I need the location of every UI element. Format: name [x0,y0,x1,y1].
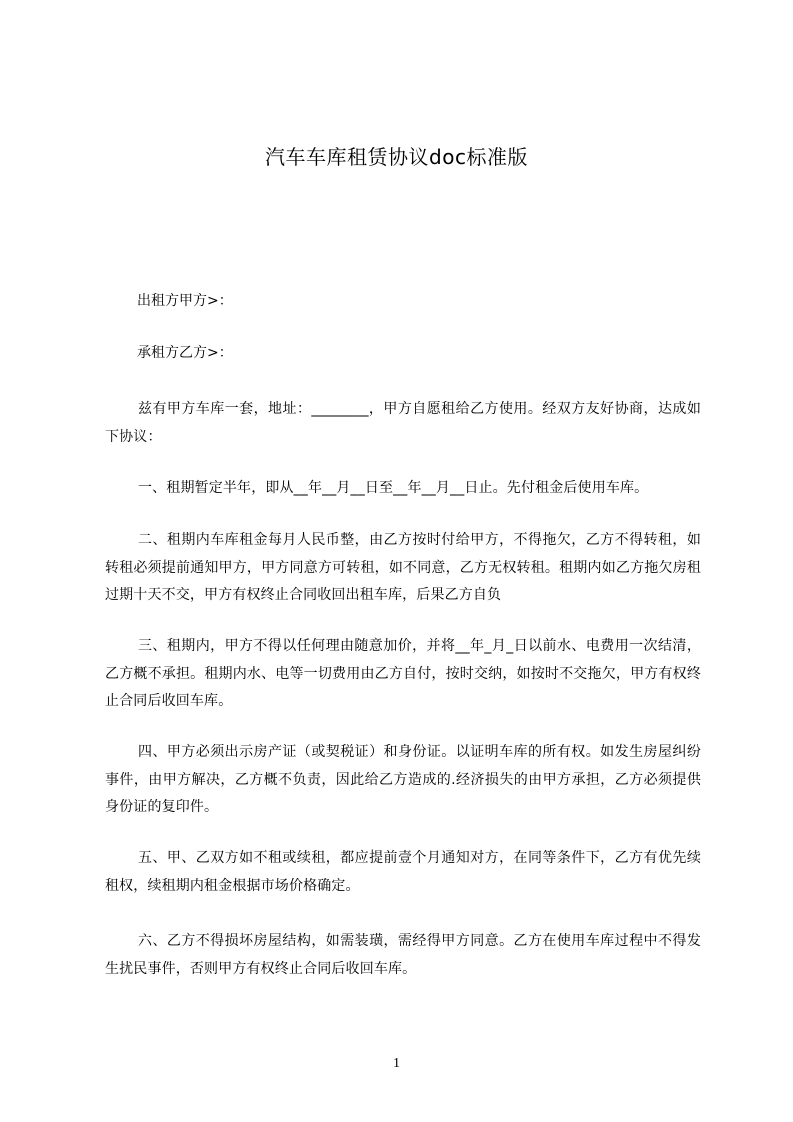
clause-2: 二、租期内车库租金每月人民币整，由乙方按时付给甲方，不得拖欠，乙方不得转租，如转租必须提前通知甲方，甲方同意方可转租，如不同意，乙方无权转租。租期内如乙方拖欠房租过期十天不交，甲方有权终止合同收回出租车库，后果乙方自负 [105,532,701,603]
clause-3: 三、租期内，甲方不得以任何理由随意加价，并将__年_月_日以前水、电费用一次结清，乙方概不承担。租期内水、电等一切费用由乙方自付，按时交纳，如按时不交拖欠，甲方有权终止合同后收回车库。 [105,638,701,709]
lessee-label: 承租方乙方>： [137,345,233,361]
clause-4: 四、甲方必须出示房产证（或契税证）和身份证。以证明车库的所有权。如发生房屋纠纷事件，由甲方解决，乙方概不负责，因此给乙方造成的.经济损失的由甲方承担，乙方必须提供身份证的复印件。 [105,744,701,815]
document-title: 汽车车库租赁协议doc标准版 [265,145,528,169]
intro-paragraph: 兹有甲方车库一套，地址：________，甲方自愿租给乙方使用。经双方友好协商，达成如下协议： [105,401,701,445]
clause-1: 一、租期暂定半年，即从__年__月__日至__年__月__日止。先付租金后使用车库。 [138,480,649,496]
clause-6: 六、乙方不得损坏房屋结构，如需装璜，需经得甲方同意。乙方在使用车库过程中不得发生扰民事件，否则甲方有权终止合同后收回车库。 [105,933,701,977]
page-number: 1 [393,1056,400,1071]
clause-5: 五、甲、乙双方如不租或续租，都应提前壹个月通知对方，在同等条件下，乙方有优先续租权，续租期内租金根据市场价格确定。 [105,850,701,894]
lessor-label: 出租方甲方>： [137,293,233,309]
